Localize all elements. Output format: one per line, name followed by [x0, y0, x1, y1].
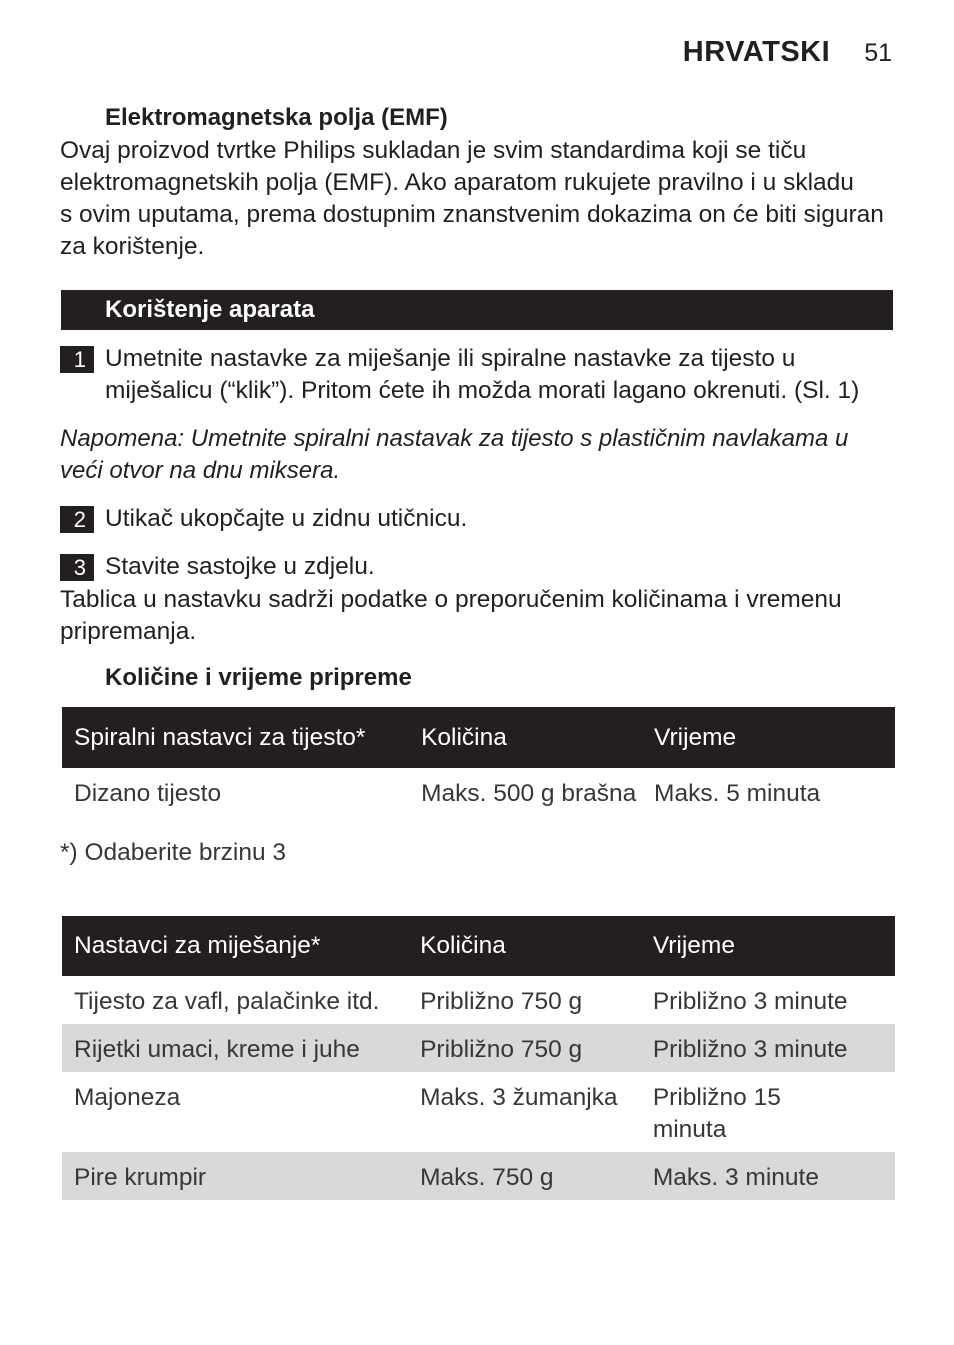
intro-line: Tablica u nastavku sadrži podatke o preporučenim količinama i vremenu: [60, 586, 842, 613]
note-line: veći otvor na dnu miksera.: [60, 457, 341, 484]
step-number: 2: [60, 506, 94, 533]
step-line: miješalicu (“klik”). Pritom ćete ih možda morati lagano okrenuti. (Sl. 1): [105, 377, 860, 404]
intro-line: pripremanja.: [60, 618, 197, 645]
table-cell: Približno 750 g: [408, 1024, 641, 1072]
footnote: *) Odaberite brzinu 3: [60, 839, 287, 866]
table-intro-paragraph: [60, 584, 900, 648]
table-cell: Približno 750 g: [420, 988, 583, 1015]
note-paragraph: [60, 423, 900, 487]
step-number: 3: [60, 554, 94, 581]
table-cell: Maks. 500 g brašna: [421, 780, 637, 807]
table-row: [62, 1152, 895, 1200]
table-header-row: [62, 707, 895, 768]
emf-line: Ovaj proizvod tvrtke Philips sukladan je svim standardima koji se tiču: [60, 137, 807, 164]
quantities-heading: Količine i vrijeme pripreme: [105, 664, 412, 691]
table-cell: Tijesto za vafl, palačinke itd.: [74, 988, 380, 1015]
beaters-table: [62, 916, 895, 1200]
table-row: [62, 1024, 895, 1072]
section-heading-usage: Korištenje aparata: [61, 290, 893, 330]
table-row: [62, 1072, 895, 1152]
step-3: [60, 551, 895, 583]
emf-heading: Elektromagnetska polja (EMF): [105, 104, 448, 131]
column-header: Količina: [408, 916, 641, 976]
table-cell: Dizano tijesto: [74, 780, 222, 807]
table-cell: Približno 3 minute: [641, 1024, 895, 1072]
note-line: Napomena: Umetnite spiralni nastavak za tijesto s plastičnim navlakama u: [60, 425, 849, 452]
column-header: Nastavci za miješanje*: [62, 916, 408, 976]
step-number: 1: [60, 346, 94, 373]
column-header: Vrijeme: [642, 707, 895, 768]
emf-line: s ovim uputama, prema dostupnim znanstvenim dokazima on će biti siguran: [60, 201, 884, 228]
table-row: [62, 976, 895, 1024]
page-number: 51: [864, 39, 892, 67]
column-header: Vrijeme: [641, 916, 895, 976]
table-cell: Približno 3 minute: [652, 988, 848, 1015]
table-cell: Maks. 3 žumanjka: [420, 1084, 618, 1111]
emf-line: za korištenje.: [60, 233, 205, 260]
language-label: HRVATSKI: [682, 36, 831, 68]
table-row: [62, 768, 895, 816]
table-cell: Maks. 3 minute: [641, 1152, 895, 1200]
table-cell: Pire krumpir: [62, 1152, 408, 1200]
step-text: [105, 343, 895, 407]
table-cell: Majoneza: [74, 1084, 181, 1111]
dough-hooks-table: [62, 707, 895, 816]
column-header: Spiralni nastavci za tijesto*: [62, 707, 409, 768]
column-header: Količina: [409, 707, 642, 768]
step-2: [60, 503, 895, 535]
step-1: [60, 343, 895, 407]
table-cell: Maks. 750 g: [408, 1152, 641, 1200]
emf-paragraph: [60, 135, 900, 263]
step-line: Umetnite nastavke za miješanje ili spiralne nastavke za tijesto u: [105, 345, 796, 372]
emf-line: elektromagnetskih polja (EMF). Ako aparatom rukujete pravilno i u skladu: [60, 169, 854, 196]
page-header: [683, 36, 892, 69]
step-text: Utikač ukopčajte u zidnu utičnicu.: [105, 505, 468, 532]
table-header-row: [62, 916, 895, 976]
table-cell: Rijetki umaci, kreme i juhe: [62, 1024, 408, 1072]
table-cell: Približno 15 minuta: [652, 1084, 781, 1143]
step-text: Stavite sastojke u zdjelu.: [105, 553, 375, 580]
table-cell: Maks. 5 minuta: [654, 780, 821, 807]
